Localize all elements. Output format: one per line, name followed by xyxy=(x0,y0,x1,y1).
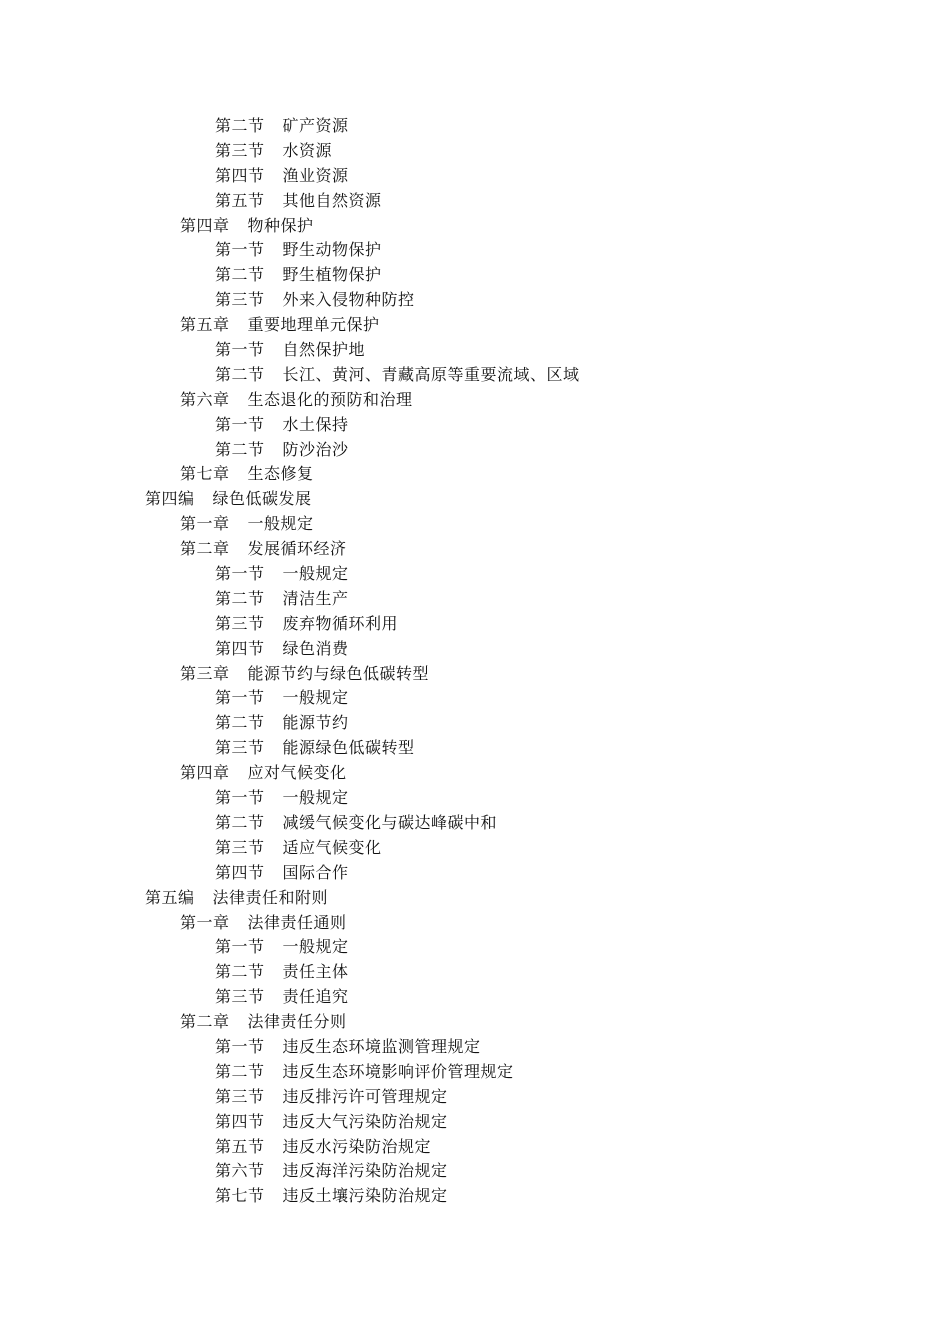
toc-entry-section-heading xyxy=(0,811,950,836)
toc-entry-number: 第二节 xyxy=(215,364,265,384)
toc-entry-number: 第三节 xyxy=(215,1086,265,1106)
toc-entry-title: 能源节约 xyxy=(282,713,349,733)
toc-entry-number: 第五编 xyxy=(145,887,195,907)
toc-entry-section-heading xyxy=(0,189,950,214)
toc-entry-number: 第三节 xyxy=(215,837,265,857)
toc-entry-title: 违反水污染防治规定 xyxy=(282,1136,432,1156)
toc-entry-section-heading xyxy=(0,960,950,985)
toc-entry-title: 野生动物保护 xyxy=(282,240,382,260)
toc-entry-section-heading xyxy=(0,736,950,761)
toc-entry-title: 违反排污许可管理规定 xyxy=(282,1086,448,1106)
toc-entry-number: 第一节 xyxy=(215,788,265,808)
toc-entry-number: 第二节 xyxy=(215,265,265,285)
toc-entry-chapter-heading xyxy=(0,313,950,338)
toc-entry-section-heading xyxy=(0,686,950,711)
toc-entry-section-heading xyxy=(0,587,950,612)
toc-entry-chapter-heading xyxy=(0,662,950,687)
toc-entry-title: 物种保护 xyxy=(247,215,314,235)
toc-entry-title: 国际合作 xyxy=(282,862,349,882)
toc-entry-title: 违反生态环境影响评价管理规定 xyxy=(282,1061,514,1081)
toc-entry-title: 渔业资源 xyxy=(282,165,349,185)
toc-entry-number: 第四节 xyxy=(215,862,265,882)
toc-entry-chapter-heading xyxy=(0,911,950,936)
toc-entry-part-heading xyxy=(0,886,950,911)
toc-entry-number: 第三节 xyxy=(215,987,265,1007)
toc-entry-section-heading xyxy=(0,637,950,662)
toc-entry-section-heading xyxy=(0,711,950,736)
toc-entry-title: 责任追究 xyxy=(282,987,349,1007)
toc-entry-section-heading xyxy=(0,438,950,463)
toc-entry-title: 废弃物循环利用 xyxy=(282,613,399,633)
toc-entry-section-heading xyxy=(0,1035,950,1060)
toc-entry-number: 第五节 xyxy=(215,1136,265,1156)
toc-entry-number: 第二节 xyxy=(215,1061,265,1081)
toc-entry-title: 防沙治沙 xyxy=(282,439,349,459)
toc-entry-title: 适应气候变化 xyxy=(282,837,382,857)
toc-entry-number: 第四节 xyxy=(215,165,265,185)
toc-entry-number: 第一节 xyxy=(215,340,265,360)
toc-entry-number: 第四节 xyxy=(215,638,265,658)
toc-entry-title: 清洁生产 xyxy=(282,588,349,608)
toc-entry-number: 第六章 xyxy=(180,389,230,409)
toc-entry-chapter-heading xyxy=(0,462,950,487)
toc-entry-title: 一般规定 xyxy=(282,788,349,808)
toc-entry-title: 矿产资源 xyxy=(282,116,349,135)
toc-entry-title: 法律责任分则 xyxy=(247,1012,347,1032)
toc-entry-number: 第三节 xyxy=(215,738,265,758)
toc-entry-section-heading xyxy=(0,1159,950,1184)
toc-entry-title: 责任主体 xyxy=(282,962,349,982)
toc-entry-title: 违反大气污染防治规定 xyxy=(282,1111,448,1131)
toc-entry-title: 能源节约与绿色低碳转型 xyxy=(247,663,430,683)
toc-entry-title: 生态修复 xyxy=(247,464,314,484)
toc-entry-title: 发展循环经济 xyxy=(247,539,347,559)
toc-entry-title: 其他自然资源 xyxy=(282,190,382,210)
toc-entry-section-heading xyxy=(0,985,950,1010)
toc-entry-section-heading xyxy=(0,114,950,139)
toc-entry-title: 违反生态环境监测管理规定 xyxy=(282,1036,481,1056)
toc-entry-chapter-heading xyxy=(0,512,950,537)
toc-entry-title: 绿色消费 xyxy=(282,638,349,658)
toc-entry-title: 法律责任和附则 xyxy=(212,887,329,907)
toc-entry-section-heading xyxy=(0,139,950,164)
toc-entry-chapter-heading xyxy=(0,214,950,239)
toc-entry-section-heading xyxy=(0,1110,950,1135)
toc-entry-number: 第四章 xyxy=(180,763,230,783)
toc-entry-title: 一般规定 xyxy=(282,564,349,584)
toc-entry-title: 能源绿色低碳转型 xyxy=(282,738,415,758)
toc-entry-number: 第一节 xyxy=(215,937,265,957)
toc-entry-number: 第二章 xyxy=(180,1012,230,1032)
toc-entry-number: 第二节 xyxy=(215,588,265,608)
toc-entry-title: 长江、黄河、青藏高原等重要流域、区域 xyxy=(282,364,580,384)
toc-entry-number: 第五节 xyxy=(215,190,265,210)
toc-entry-number: 第三节 xyxy=(215,290,265,310)
toc-entry-section-heading xyxy=(0,1184,950,1209)
toc-entry-section-heading xyxy=(0,413,950,438)
toc-entry-number: 第六节 xyxy=(215,1161,265,1181)
toc-entry-number: 第三节 xyxy=(215,140,265,160)
toc-entry-title: 一般规定 xyxy=(282,688,349,708)
toc-entry-number: 第一节 xyxy=(215,688,265,708)
toc-entry-number: 第一节 xyxy=(215,1036,265,1056)
toc-entry-section-heading xyxy=(0,338,950,363)
toc-entry-section-heading xyxy=(0,786,950,811)
toc-entry-title: 重要地理单元保护 xyxy=(247,315,380,335)
toc-entry-number: 第七章 xyxy=(180,464,230,484)
toc-entry-section-heading xyxy=(0,288,950,313)
toc-entry-section-heading xyxy=(0,164,950,189)
toc-entry-section-heading xyxy=(0,263,950,288)
toc-entry-number: 第二节 xyxy=(215,439,265,459)
table-of-contents xyxy=(0,114,950,1209)
toc-entry-title: 一般规定 xyxy=(247,514,314,534)
toc-entry-number: 第一章 xyxy=(180,912,230,932)
toc-entry-title: 绿色低碳发展 xyxy=(212,489,312,509)
toc-entry-section-heading xyxy=(0,1135,950,1160)
toc-entry-part-heading xyxy=(0,487,950,512)
toc-entry-section-heading xyxy=(0,1085,950,1110)
toc-entry-number: 第一章 xyxy=(180,514,230,534)
toc-entry-title: 一般规定 xyxy=(282,937,349,957)
toc-entry-number: 第二节 xyxy=(215,962,265,982)
toc-entry-number: 第四节 xyxy=(215,1111,265,1131)
toc-entry-number: 第五章 xyxy=(180,315,230,335)
toc-entry-chapter-heading xyxy=(0,388,950,413)
toc-entry-section-heading xyxy=(0,1060,950,1085)
toc-entry-number: 第一节 xyxy=(215,414,265,434)
toc-entry-title: 减缓气候变化与碳达峰碳中和 xyxy=(282,812,498,832)
toc-entry-title: 自然保护地 xyxy=(282,340,366,360)
toc-entry-title: 水资源 xyxy=(282,140,333,160)
toc-entry-number: 第三节 xyxy=(215,613,265,633)
toc-entry-number: 第二节 xyxy=(215,116,265,135)
toc-entry-number: 第二节 xyxy=(215,812,265,832)
toc-entry-section-heading xyxy=(0,861,950,886)
toc-entry-chapter-heading xyxy=(0,537,950,562)
toc-entry-title: 外来入侵物种防控 xyxy=(282,290,415,310)
toc-entry-title: 野生植物保护 xyxy=(282,265,382,285)
toc-entry-section-heading xyxy=(0,562,950,587)
toc-entry-number: 第二章 xyxy=(180,539,230,559)
toc-entry-section-heading xyxy=(0,363,950,388)
toc-entry-title: 水土保持 xyxy=(282,414,349,434)
toc-entry-title: 应对气候变化 xyxy=(247,763,347,783)
toc-entry-number: 第一节 xyxy=(215,564,265,584)
toc-entry-chapter-heading xyxy=(0,761,950,786)
toc-entry-title: 生态退化的预防和治理 xyxy=(247,389,413,409)
toc-entry-title: 法律责任通则 xyxy=(247,912,347,932)
toc-entry-chapter-heading xyxy=(0,1010,950,1035)
toc-entry-number: 第四章 xyxy=(180,215,230,235)
toc-entry-section-heading xyxy=(0,612,950,637)
toc-entry-title: 违反海洋污染防治规定 xyxy=(282,1161,448,1181)
toc-entry-number: 第四编 xyxy=(145,489,195,509)
toc-entry-section-heading xyxy=(0,836,950,861)
toc-entry-section-heading xyxy=(0,935,950,960)
toc-entry-section-heading xyxy=(0,238,950,263)
toc-entry-number: 第一节 xyxy=(215,240,265,260)
toc-entry-number: 第二节 xyxy=(215,713,265,733)
toc-entry-number: 第三章 xyxy=(180,663,230,683)
toc-entry-title: 违反土壤污染防治规定 xyxy=(282,1186,448,1206)
toc-entry-number: 第七节 xyxy=(215,1186,265,1206)
